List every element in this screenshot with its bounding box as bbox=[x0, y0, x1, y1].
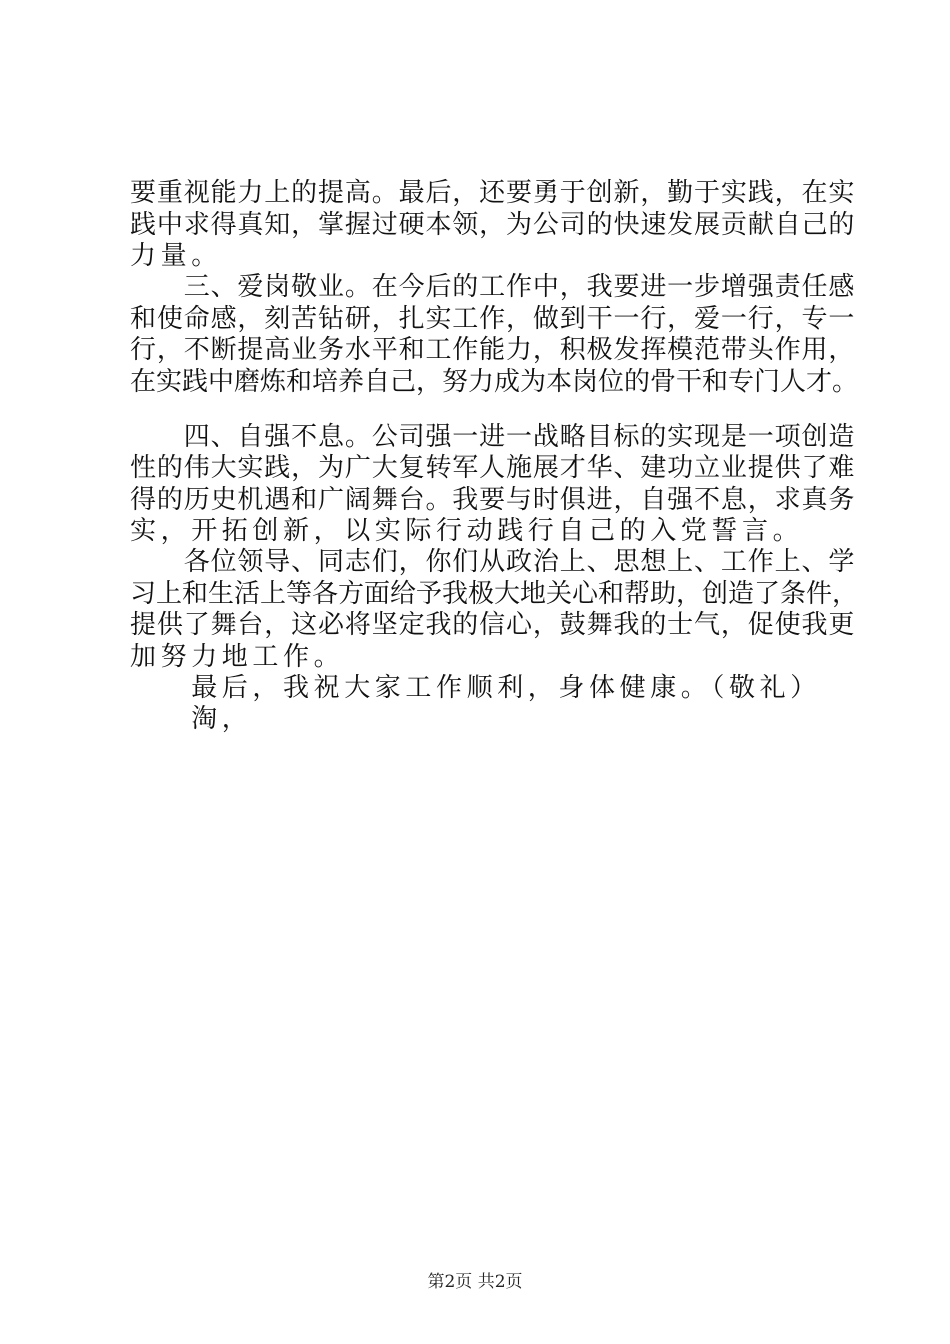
text-line: 实，开拓创新，以实际行动践行自己的入党誓言。 bbox=[130, 516, 804, 546]
text-line: 要重视能力上的提高。最后，还要勇于创新，勤于实践，在实 bbox=[130, 178, 856, 208]
text-line: 在实践中磨炼和培养自己，努力成为本岗位的骨干和专门人才。 bbox=[130, 367, 859, 397]
text-line: 习上和生活上等各方面给予我极大地关心和帮助，创造了条件， bbox=[130, 579, 859, 609]
text-line: 最后，我祝大家工作顺利，身体健康。（敬礼） bbox=[130, 673, 821, 703]
text-line: 力量。 bbox=[130, 241, 222, 271]
text-line: 得的历史机遇和广阔舞台。我要与时俱进，自强不息，求真务 bbox=[130, 485, 856, 515]
text-line: 提供了舞台，这必将坚定我的信心，鼓舞我的士气，促使我更 bbox=[130, 610, 856, 640]
text-line: 和使命感，刻苦钻研，扎实工作，做到干一行，爱一行，专一 bbox=[130, 304, 856, 334]
text-line: 加努力地工作。 bbox=[130, 642, 345, 672]
text-line: 性的伟大实践，为广大复转军人施展才华、建功立业提供了难 bbox=[130, 453, 856, 483]
text-line: 淘， bbox=[130, 704, 253, 734]
text-line: 三、爱岗敬业。在今后的工作中，我要进一步增强责任感 bbox=[130, 272, 856, 302]
text-line: 践中求得真知，掌握过硬本领，为公司的快速发展贡献自己的 bbox=[130, 210, 856, 240]
page-number-footer: 第2页 共2页 bbox=[427, 1272, 523, 1292]
text-line: 行，不断提高业务水平和工作能力，积极发挥模范带头作用， bbox=[130, 335, 856, 365]
text-line: 四、自强不息。公司强一进一战略目标的实现是一项创造 bbox=[130, 422, 856, 452]
text-line: 各位领导、同志们，你们从政治上、思想上、工作上、学 bbox=[130, 547, 856, 577]
